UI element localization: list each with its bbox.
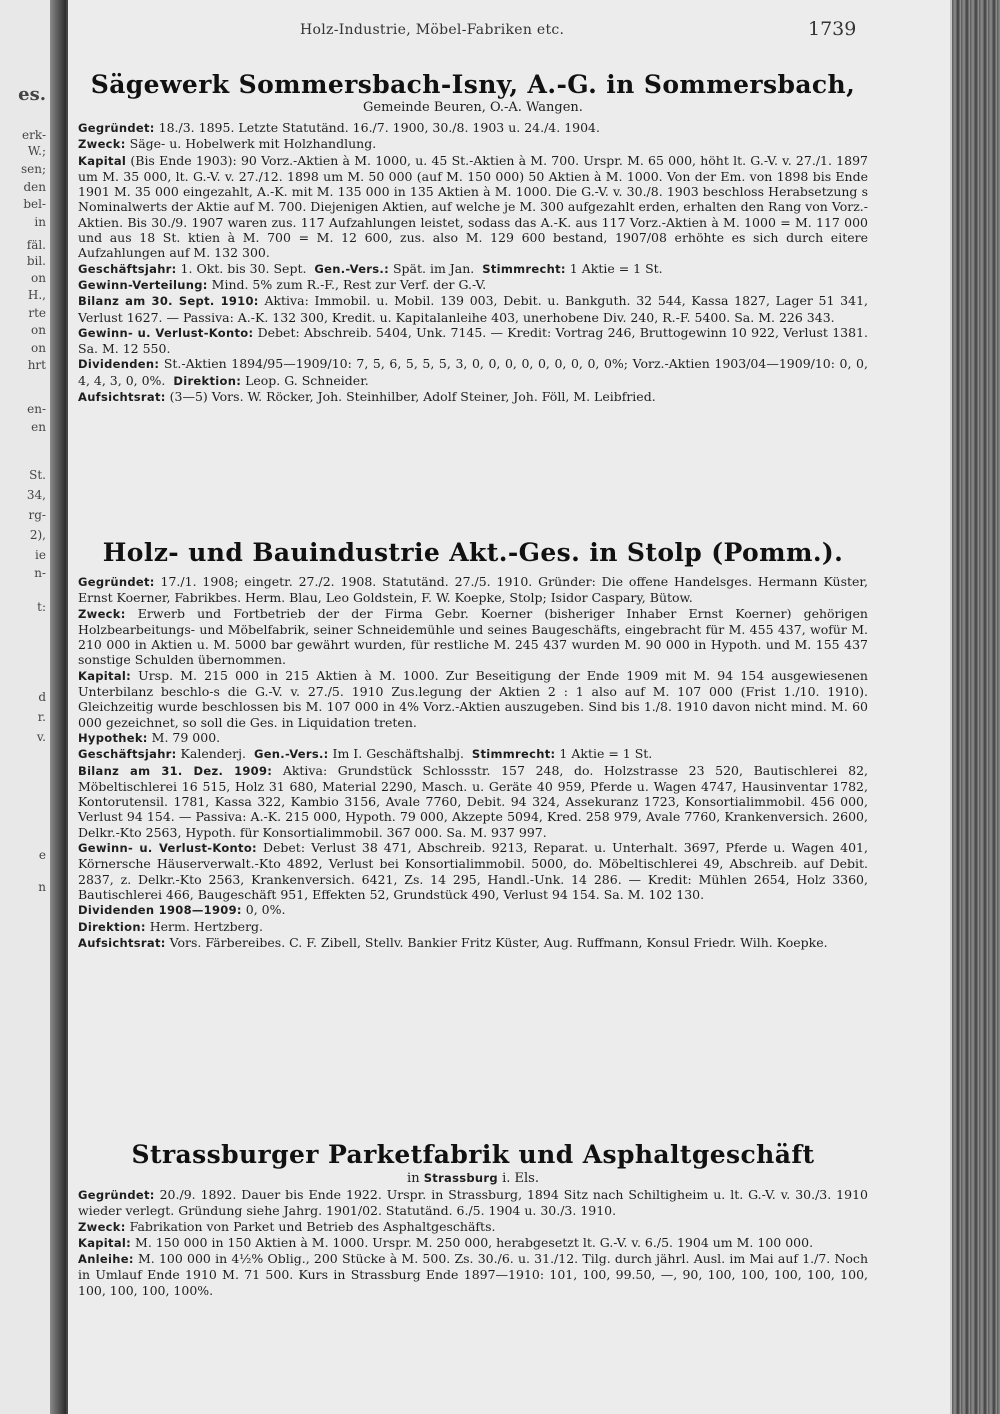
book-gutter	[50, 0, 66, 1414]
field-text: Kalenderj.	[180, 746, 247, 762]
field-label: Stimmrecht:	[471, 747, 556, 762]
field-aufsichtsrat	[78, 935, 868, 951]
margin-fragment: sen;	[20, 162, 46, 176]
entry-title: Sägewerk Sommersbach-Isny, A.-G. in Sommersbach,	[90, 70, 856, 99]
field-label: Gewinn- u. Verlust-Konto:	[78, 325, 254, 340]
field-gewinn-verteilung	[78, 277, 868, 293]
field-bilanz	[78, 293, 868, 325]
field-text: Herm. Hertzberg.	[149, 918, 264, 934]
field-label: Dividenden:	[78, 357, 160, 372]
margin-fragment: r.	[37, 710, 46, 724]
field-label: Stimmrecht:	[482, 261, 566, 276]
entry-subtitle: Gemeinde Beuren, O.-A. Wangen.	[363, 100, 583, 115]
margin-fragment: rg-	[28, 508, 46, 522]
field-text: Leop. G. Schneider.	[245, 372, 369, 388]
field-label: Gegründet:	[78, 575, 155, 589]
field-gegruendet	[78, 120, 868, 136]
entry-saegewerk-sommersbach	[78, 70, 868, 405]
field-text: Debet: Abschreib. 5404, Unk. 7145. — Kredit: Vortrag 246, Bruttogewinn 10 922, Verlust 1381. Sa. M. 12 550.	[78, 324, 868, 357]
margin-fragment: ie	[35, 548, 46, 562]
field-label: Kapital:	[78, 1235, 132, 1250]
entry-title: Holz- und Bauindustrie Akt.-Ges. in Stolp (Pomm.).	[102, 538, 844, 567]
field-text: 1 Aktie = 1 St.	[559, 746, 653, 762]
page-number: 1739	[808, 18, 857, 40]
field-label: Direktion:	[173, 373, 242, 388]
field-text: Mind. 5% zum R.-F., Rest zur Verf. der G.-V.	[211, 276, 487, 292]
field-kapital	[78, 668, 868, 730]
running-head	[68, 20, 950, 44]
field-label: Anleihe:	[78, 1252, 134, 1267]
margin-fragment: n-	[34, 566, 46, 580]
entry-title: Strassburger Parketfabrik und Asphaltgeschäft	[131, 1140, 815, 1169]
field-label: Gen.-Vers.:	[314, 261, 389, 276]
field-text: Spät. im Jan.	[392, 260, 475, 276]
margin-fragment: rte	[28, 306, 46, 320]
margin-fragment: e	[38, 848, 46, 862]
field-gegruendet	[78, 574, 868, 606]
left-page-margin	[0, 0, 68, 1414]
field-zweck	[78, 1219, 868, 1235]
margin-fragment: in	[34, 215, 46, 229]
field-label: Geschäftsjahr:	[78, 261, 177, 276]
field-text: Erwerb und Fortbetrieb der der Firma Gebr. Koerner (bisheriger Inhaber Ernst Koerner) gehörigen Holzbearbeitungs- und Möbelfabrik, seiner Schneidemühle und seines Baugeschäfts, eingebracht für M. 455 437, wofür M. 210 000 in Aktien u. M. 5000 bar gewährt wurden, für restliche M. 245 437 wurden M. 90 000 in Hypoth. und M. 155 437 sonstige Schulden übernommen.	[78, 605, 868, 668]
field-text: Aktiva: Immobil. u. Mobil. 139 003, Debit. u. Bankguth. 32 544, Kassa 1827, Lager 51 341, Verlust 1627. — Passiva: A.-K. 132 300, Kredit. u. Kapitalanleihe 403, unerhobene Div. 240, R.-F. 5400. Sa. M. 226 343.	[78, 293, 868, 325]
field-text: Aktiva: Grundstück Schlossstr. 157 248, do. Holzstrasse 23 520, Bautischlerei 82, Möbeltischlerei 16 515, Holz 31 680, Material 2290, Masch. u. Geräte 40 959, Pferde u. Wagen 4747, Hausinventar 1782, Kontorutensil. 1781, Kassa 322, Kambio 3156, Avale 7760, Debit. 94 324, Assekuranz 1723, Konsortialimmobil. 456 000, Verlust 94 154. — Passiva: A.-K. 215 000, Hypoth. 79 000, Akzepte 5094, Kred. 258 979, Avale 7760, Krankenversich. 2600, Delkr.-Kto 2563, Hypoth. für Konsortialimmobil. 367 000. Sa. M. 937 997.	[78, 762, 869, 840]
margin-fragment: v.	[36, 730, 46, 744]
field-hypothek	[78, 730, 868, 746]
field-label: Gegründet:	[78, 1188, 155, 1202]
margin-fragment: n	[38, 880, 46, 894]
margin-fragment: on	[31, 271, 46, 285]
running-head-title: Holz-Industrie, Möbel-Fabriken etc.	[300, 22, 565, 38]
field-text: Ursp. M. 215 000 in 215 Aktien à M. 1000. Zur Beseitigung der Ende 1909 mit M. 94 154 ausgewiesenen Unterbilanz beschlo-s die G.-V. v. 27./5. 1910 Zus.legung der Aktien 2 : 1 also auf M. 107 000 (Frist 1./10. 1910). Gleichzeitig wurde beschlossen bis M. 107 000 in 4% Vorz.-Aktien auszugeben. Sind bis 1./8. 1910 davon nicht mind. M. 60 000 gezeichnet, so soll die Ges. in Liquidation treten.	[78, 667, 868, 730]
margin-fragment: d	[38, 690, 46, 704]
field-bilanz	[78, 763, 868, 840]
field-label: Gewinn-Verteilung:	[78, 277, 208, 292]
field-text: Säge- u. Hobelwerk mit Holzhandlung.	[129, 136, 377, 152]
field-text: M. 150 000 in 150 Aktien à M. 1000. Urspr. M. 250 000, herabgesetzt lt. G.-V. v. 6./5. 1904 um M. 100 000.	[135, 1234, 814, 1250]
field-text: M. 100 000 in 4½% Oblig., 200 Stücke à M. 500. Zs. 30./6. u. 31./12. Tilg. durch jährl. Ausl. im Mai auf 1./7. Noch in Umlauf Ende 1910 M. 71 500. Kurs in Strassburg Ende 1897—1910: 101, 100, 99.50, —, 90, 100, 100, 100, 100, 100, 100, 100, 100, 100%.	[78, 1251, 868, 1298]
field-label: Direktion:	[78, 919, 146, 934]
field-text: M. 79 000.	[151, 729, 221, 745]
margin-fragment: H.,	[27, 288, 46, 302]
margin-fragment: bel-	[23, 197, 46, 211]
field-zweck	[78, 606, 868, 668]
book-page	[68, 0, 950, 1414]
margin-fragment: W.;	[27, 144, 46, 158]
field-label: Zweck:	[78, 1219, 126, 1234]
entry-holz-bauindustrie-stolp	[78, 538, 868, 951]
entry-strassburger-parketfabrik	[78, 1140, 868, 1298]
field-label: Aufsichtsrat:	[78, 390, 166, 405]
margin-fragment: bil.	[26, 254, 46, 268]
field-gegruendet	[78, 1187, 868, 1219]
field-text: 18./3. 1895. Letzte Statutänd. 16./7. 1900, 30./8. 1903 u. 24./4. 1904.	[158, 120, 600, 135]
subtitle-suffix: i. Els.	[502, 1171, 539, 1186]
field-anleihe	[78, 1251, 868, 1298]
field-label: Kapital	[78, 153, 127, 168]
field-geschaeftsjahr	[78, 746, 868, 762]
field-text: Fabrikation von Parket und Betrieb des Asphaltgeschäfts.	[129, 1218, 496, 1234]
field-text: (3—5) Vors. W. Röcker, Joh. Steinhilber, Adolf Steiner, Joh. Föll, M. Leibfried.	[169, 389, 656, 405]
margin-fragment: en-	[27, 402, 46, 416]
margin-fragment: erk-	[22, 128, 46, 142]
entry-subtitle	[78, 1170, 868, 1187]
page-stack-edge	[952, 0, 1000, 1414]
field-text: 1 Aktie = 1 St.	[569, 260, 663, 276]
field-dividenden	[78, 902, 868, 918]
field-zweck	[78, 136, 868, 152]
margin-fragment: fäl.	[26, 238, 46, 252]
field-text: Debet: Verlust 38 471, Abschreib. 9213, Reparat. u. Unterhalt. 3697, Pferde u. Wagen 401, Körnersche Häuserverwalt.-Kto 4892, Verlust bei Konsortialimmobil. 5000, do. Möbeltischlerei 49, Abschreib. auf Debit. 2837, z. Delkr.-Kto 2563, Krankenversich. 6421, Zs. 14 295, Handl.-Unk. 14 286. — Kredit: Mühlen 2654, Holz 3360, Bautischlerei 466, Baugeschäft 951, Effekten 52, Grundstück 490, Verlust 94 154. Sa. M. 102 130.	[78, 840, 868, 902]
field-label: Zweck:	[78, 606, 126, 621]
field-label: Zweck:	[78, 137, 126, 152]
field-text: 20./9. 1892. Dauer bis Ende 1922. Urspr. in Strassburg, 1894 Sitz nach Schiltigheim u. lt. G.-V. v. 30./3. 1910 wieder verlegt. Gründung siehe Jahrg. 1901/02. Statutänd. 6./5. 1904 u. 30./3. 1910.	[78, 1187, 868, 1219]
margin-fragment: 2),	[29, 528, 46, 542]
field-gewinn-verlust	[78, 840, 868, 902]
field-text: 0, 0%.	[245, 902, 286, 918]
field-label: Kapital:	[78, 668, 132, 683]
field-text: Vors. Färbereibes. C. F. Zibell, Stellv. Bankier Fritz Küster, Aug. Ruffmann, Konsul Friedr. Wilh. Koepke.	[169, 934, 828, 950]
field-geschaeftsjahr	[78, 261, 868, 277]
field-label: Gen.-Vers.:	[253, 747, 329, 762]
subtitle-prefix: in	[407, 1171, 420, 1186]
field-direktion	[78, 919, 868, 935]
field-label: Aufsichtsrat:	[78, 935, 166, 950]
margin-fragment: t:	[37, 600, 46, 614]
field-label: Bilanz am 30. Sept. 1910:	[78, 294, 259, 309]
field-text: Im I. Geschäftshalbj.	[332, 746, 464, 762]
field-label: Bilanz am 31. Dez. 1909:	[78, 763, 273, 778]
margin-fragment: on	[31, 323, 46, 337]
field-text: 17./1. 1908; eingetr. 27./2. 1908. Statutänd. 27./5. 1910. Gründer: Die offene Handelsges. Hermann Küster, Ernst Koerner, Fabrikbes. Herm. Blau, Leo Goldstein, F. W. Koepke, Stolp; Isidor Caspary, Bütow.	[78, 574, 868, 606]
field-kapital	[78, 153, 868, 261]
field-kapital	[78, 1235, 868, 1251]
field-label: Hypothek:	[78, 730, 148, 745]
field-label: Geschäftsjahr:	[78, 747, 177, 762]
margin-fragment: hrt	[27, 358, 46, 372]
subtitle-city: Strassburg	[423, 1171, 498, 1185]
field-label: Dividenden 1908—1909:	[78, 903, 242, 918]
field-label: Gewinn- u. Verlust-Konto:	[78, 841, 257, 856]
field-label: Gegründet:	[78, 121, 155, 135]
margin-fragment: 34,	[26, 488, 46, 502]
field-gewinn-verlust	[78, 325, 868, 357]
field-dividenden	[78, 356, 868, 389]
margin-fragment: on	[31, 341, 46, 355]
margin-fragment: es.	[18, 84, 46, 105]
field-aufsichtsrat	[78, 389, 868, 405]
margin-fragment: den	[23, 180, 46, 194]
field-text: 1. Okt. bis 30. Sept.	[180, 260, 307, 276]
field-text: St.-Aktien 1894/95—1909/10: 7, 5, 6, 5, 5, 5, 3, 0, 0, 0, 0, 0, 0, 0, 0, 0%; Vorz.-Aktien 1903/04—1909/10: 0, 0, 4, 4, 3, 0, 0%.	[78, 356, 868, 388]
margin-fragment: St.	[29, 468, 46, 482]
field-text: (Bis Ende 1903): 90 Vorz.-Aktien à M. 1000, u. 45 St.-Aktien à M. 700. Urspr. M. 65 000, höht lt. G.-V. v. 27./1. 1897 um M. 35 000, lt. G.-V. v. 27./12. 1898 um M. 50 000 (auf M. 150 000) 50 Aktien à M. 1000. Von der Em. von 1898 bis Ende 1901 M. 35 000 eingezahlt, A.-K. mit M. 135 000 in 135 Aktien à M. 1000. Die G.-V. v. 30./8. 1903 beschloss Herabsetzung s Nominalwerts der Aktie auf M. 700. Diejenigen Aktien, auf welche je M. 300 aufgezahlt erden, erhalten den Rang von Vorz.-Aktien. Bis 30./9. 1907 waren zus. 117 Aufzahlungen leistet, sodass das A.-K. aus 117 Vorz.-Aktien à M. 1000 = M. 117 000 und aus 18 St. ktien à M. 700 = M. 12 600, zus. also M. 129 600 bestand, 1907/08 erhöhte es sich durch eitere Aufzahlungen auf M. 132 300.	[78, 152, 868, 261]
margin-fragment: en	[31, 420, 46, 434]
